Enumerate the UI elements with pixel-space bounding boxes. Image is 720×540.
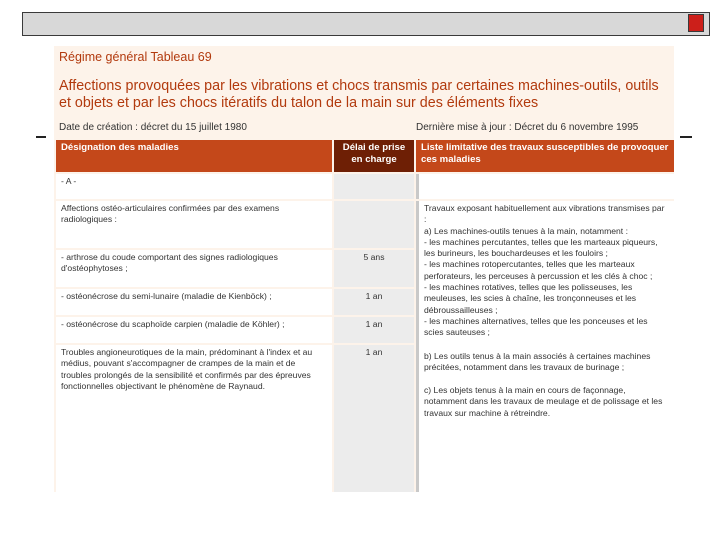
empty-cell <box>416 174 674 199</box>
header-liste: Liste limitative des travaux susceptibles de provoquer ces maladies <box>416 140 674 172</box>
section-a-label: - A - <box>56 174 332 199</box>
maladies-table <box>54 138 674 492</box>
travaux-cell <box>416 201 674 492</box>
travaux-item: - les machines percutantes, telles que les marteaux piqueurs, les burineurs, les bouchardeuses et les fouloirs ; <box>424 236 658 259</box>
last-update-date: Dernière mise à jour : Décret du 6 novembre 1995 <box>416 122 639 133</box>
maladie-cell: - arthrose du coude comportant des signes radiologiques d'ostéophytoses ; <box>56 250 332 287</box>
slide-bullet-dash-right <box>680 136 692 138</box>
table-header-row <box>56 140 674 172</box>
document-title: Affections provoquées par les vibrations et chocs transmis par certaines machines-outils, outils et objets et par les chocs itératifs du talon de la main sur des éléments fixes <box>59 78 659 111</box>
maladie-cell: - ostéonécrose du semi-lunaire (maladie de Kienböck) ; <box>56 289 332 315</box>
travaux-intro: Travaux exposant habituellement aux vibrations transmises par : <box>424 203 665 225</box>
document-panel <box>54 46 674 492</box>
slide-bullet-dash-left <box>36 136 46 138</box>
travaux-c: c) Les objets tenus à la main en cours de façonnage, notamment dans les travaux de meulage et de polissage et les travaux sur machine à rétreindre. <box>424 385 663 418</box>
maladie-cell: - ostéonécrose du scaphoïde carpien (maladie de Köhler) ; <box>56 317 332 343</box>
travaux-item: - les machines rotopercutantes, telles que les marteaux perforateurs, les perceuses à percussion et les clés à choc ; <box>424 259 653 281</box>
travaux-item: - les machines alternatives, telles que les ponceuses et les scies sauteuses ; <box>424 315 648 338</box>
delai-cell: 1 an <box>334 289 414 315</box>
table-row <box>56 201 674 248</box>
regime-label: Régime général Tableau 69 <box>59 50 212 64</box>
header-designation: Désignation des maladies <box>56 140 332 172</box>
header-delai: Délai de prise en charge <box>334 140 414 172</box>
delai-cell: 1 an <box>334 317 414 343</box>
slide-top-bar <box>22 12 710 36</box>
affections-intro: Affections ostéo-articulaires confirmées par des examens radiologiques : <box>56 201 332 248</box>
slide-accent-box <box>688 14 704 32</box>
maladie-cell: Troubles angioneurotiques de la main, prédominant à l'index et au médius, pouvant s'accompagner de crampes de la main et de troubles prolongés de la sensibilité et confirmés par des épreuves fonctionnelles objectivant le phénomène de Raynaud. <box>56 345 332 492</box>
travaux-b: b) Les outils tenus à la main associés à certaines machines précitées, notamment dans les travaux de burinage ; <box>424 350 651 372</box>
empty-cell <box>334 201 414 248</box>
delai-cell: 1 an <box>334 345 414 492</box>
travaux-a: a) Les machines-outils tenues à la main, notamment : <box>424 225 628 236</box>
empty-cell <box>334 174 414 199</box>
travaux-item: - les machines rotatives, telles que les polisseuses, les meuleuses, les scies à chaîne, les tronçonneuses et les débroussailleuses ; <box>424 282 637 315</box>
delai-cell: 5 ans <box>334 250 414 287</box>
table-row <box>56 174 674 199</box>
creation-date: Date de création : décret du 15 juillet 1980 <box>59 122 247 133</box>
